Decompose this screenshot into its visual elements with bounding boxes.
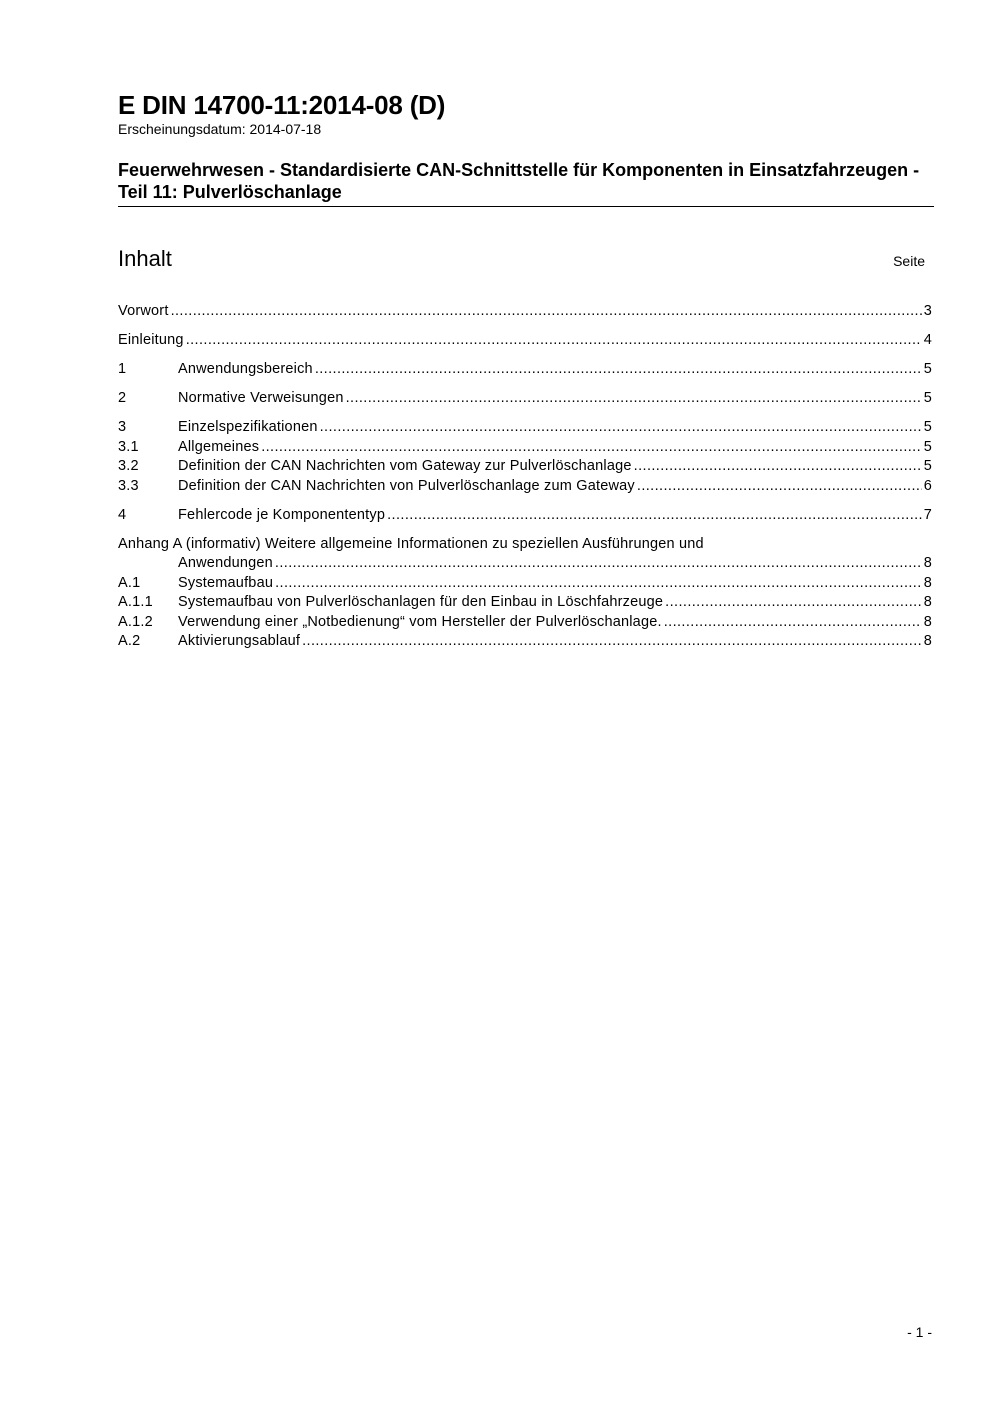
toc-leader-dots [275,574,922,594]
toc-entry-number: A.2 [118,633,141,649]
toc-leader-dots [664,613,922,633]
toc-entry-text: Definition der CAN Nachrichten von Pulverlöschanlage zum Gateway [178,477,635,494]
toc-entry-number: A.1 [118,574,141,591]
toc-entry-text: Aktivierungsablauf [178,633,301,649]
toc-entry-1[interactable] [118,360,932,380]
toc-entry-text: Einleitung [118,332,184,348]
toc-entry-text: Verwendung einer „Notbedienung“ vom Hersteller der Pulverlöschanlage. [178,613,662,630]
toc-entry-4[interactable] [118,506,932,526]
toc-entry-3[interactable] [118,418,932,438]
document-title: Feuerwehrwesen - Standardisierte CAN-Schnittstelle für Komponenten in Einsatzfahrzeugen - Teil 11: Pulverlöschanlage [118,160,920,202]
toc-entry-text: Normative Verweisungen [178,390,344,406]
toc-entry-page: 7 [923,506,932,523]
toc-leader-dots [637,477,922,497]
toc-leader-dots [302,632,922,652]
toc-entry-page: 8 [923,594,932,610]
document-id: E DIN 14700-11:2014-08 (D) [118,90,446,120]
toc-leader-dots [346,389,922,409]
toc-entry-einleitung[interactable] [118,331,932,351]
toc-entry-page: 3 [923,303,932,319]
toc-entry-page: 4 [923,332,932,348]
toc-entry-page: 8 [923,613,932,630]
footer-page-number: - 1 - [907,1324,932,1340]
toc-entry-number: 3.3 [118,477,139,494]
toc-entry-vorwort[interactable] [118,302,932,322]
toc-entry-page: 5 [923,361,932,377]
toc-entry-text: Anwendungsbereich [178,361,313,377]
toc-entry-a-1[interactable] [118,574,932,594]
toc-entry-page: 6 [923,477,932,494]
toc-entry-3-1[interactable] [118,438,932,458]
toc-entry-2[interactable] [118,389,932,409]
toc-entry-text: Definition der CAN Nachrichten vom Gateway zur Pulverlöschanlage [178,458,632,474]
toc-entry-3-2[interactable] [118,457,932,477]
toc-entry-text: Vorwort [118,303,169,319]
toc-leader-dots [171,302,922,322]
toc-entry-number: 3 [118,419,127,435]
toc-leader-dots [315,360,922,380]
toc-leader-dots [387,506,922,526]
toc-leader-dots [320,418,922,438]
toc-entry-page: 5 [923,438,932,455]
toc-leader-dots [186,331,922,351]
toc-entry-number: A.1.1 [118,594,153,610]
page-column-label: Seite [893,253,925,269]
toc-entry-number: 3.1 [118,438,139,455]
toc-entry-number: 2 [118,390,127,406]
toc-entry-3-3[interactable] [118,477,932,497]
toc-leader-dots [634,457,922,477]
toc-entry-number: 3.2 [118,458,139,474]
toc-entry-text: Systemaufbau [178,574,274,591]
title-divider [118,206,934,207]
toc-entry-page: 5 [923,419,932,435]
toc-entry-number: 1 [118,361,127,377]
toc-entry-page: 8 [923,633,932,649]
toc-entry-a-2[interactable] [118,632,932,652]
toc-entry-a-1-1[interactable] [118,593,932,613]
toc-leader-dots [665,593,922,613]
toc-entry-number: A.1.2 [118,613,153,630]
toc-entry-text: Einzelspezifikationen [178,419,318,435]
toc-entry-anhang-a[interactable] [118,535,932,555]
toc-entry-number: 4 [118,506,127,523]
toc-heading: Inhalt [118,246,172,271]
toc-entry-page: 8 [923,555,932,571]
table-of-contents [118,302,932,652]
toc-entry-text: Anwendungen [178,555,273,571]
toc-entry-anhang-a-continued[interactable] [118,554,932,574]
toc-entry-page: 8 [923,574,932,591]
toc-leader-dots [275,554,922,574]
toc-entry-text: Systemaufbau von Pulverlöschanlagen für den Einbau in Löschfahrzeuge [178,594,664,610]
toc-entry-page: 5 [923,458,932,474]
toc-entry-text: Fehlercode je Komponententyp [178,506,386,523]
toc-entry-text: Anhang A (informativ) Weitere allgemeine Informationen zu speziellen Ausführungen und [118,535,704,552]
publication-date: Erscheinungsdatum: 2014-07-18 [118,121,322,137]
toc-entry-text: Allgemeines [178,438,260,455]
toc-entry-page: 5 [923,390,932,406]
toc-entry-a-1-2[interactable] [118,613,932,633]
toc-leader-dots [261,438,922,458]
